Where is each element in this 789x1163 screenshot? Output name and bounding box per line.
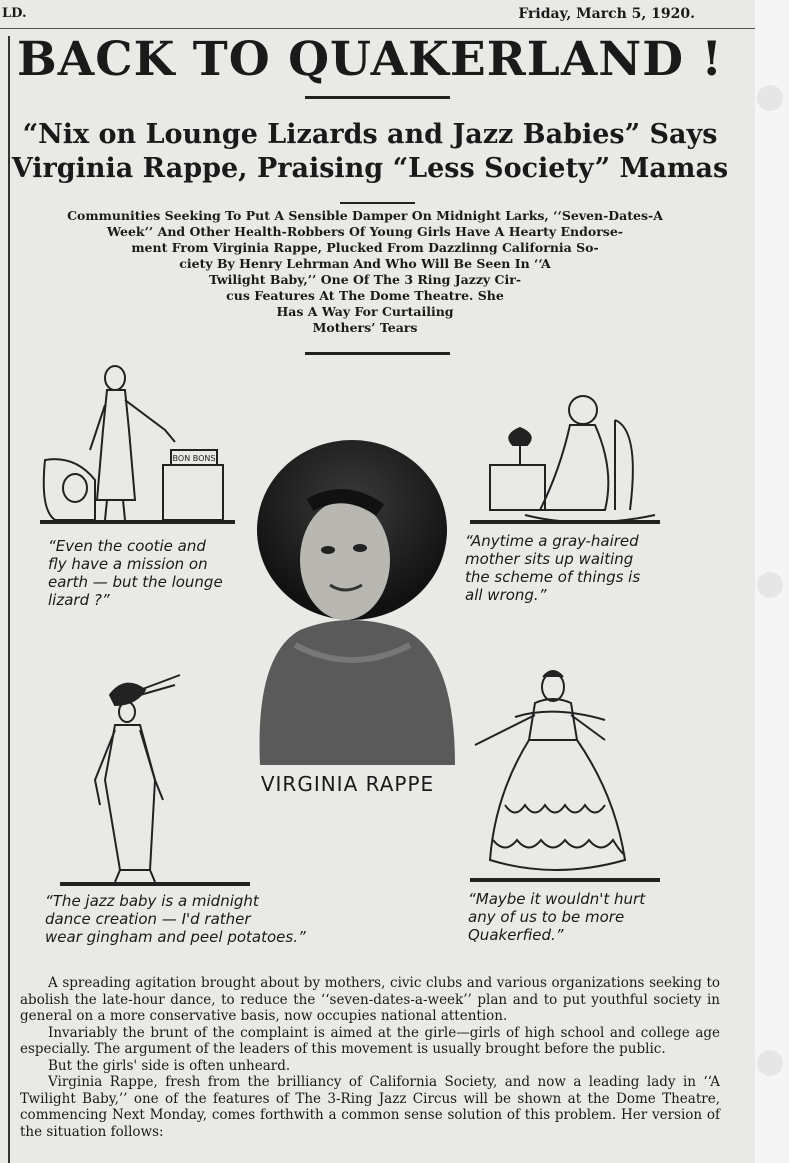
- punch-hole-mark: [757, 572, 783, 598]
- column-rule: [8, 36, 10, 1163]
- caption-line: “Even the cootie and: [48, 537, 206, 555]
- waiting-mother-cartoon: [465, 390, 665, 535]
- body-paragraph: But the girls' side is often unheard.: [48, 1057, 291, 1074]
- subhead-line-1: “Nix on Lounge Lizards and Jazz Babies” Says: [22, 119, 718, 150]
- body-paragraph: Invariably the brunt of the complaint is aimed at the girle—girls of high school and college age especially. The argument of the leaders of this movement is usually brought before the public.: [20, 1024, 720, 1057]
- masthead-bar: [0, 0, 755, 29]
- caption-line: “Anytime a gray-haired: [465, 532, 639, 550]
- deck-line: cus Features At The Dome Theatre. She: [226, 288, 504, 303]
- body-paragraph: A spreading agitation brought about by mothers, civic clubs and various organizations seeking to abolish the late-hour dance, to reduce the ‘‘seven-dates-a-week’’ plan and to put youthful society in general on a more conservative basis, now occupies national attention.: [20, 975, 720, 1024]
- lounge-lizard-cartoon: [35, 360, 245, 535]
- jazz-baby-cartoon: [55, 670, 255, 895]
- caption-line: lizard ?”: [48, 591, 110, 609]
- caption-line: Quakerfied.”: [468, 926, 564, 944]
- deck-rule: [305, 352, 450, 355]
- deck-line: Communities Seeking To Put A Sensible Damper On Midnight Larks, ‘‘Seven-Dates-A: [67, 208, 663, 223]
- subhead-rule: [340, 202, 415, 204]
- photo-label: VIRGINIA RAPPE: [260, 772, 435, 796]
- body-paragraph: Virginia Rappe, fresh from the brilliancy of California Society, and now a leading lady in ‘‘A Twilight Baby,’’ one of the features of The 3-Ring Jazz Circus will be shown at the Dome Theatre, commencing Next Monday, comes forthwith a common sense solution of this problem. Her version of the situation follows:: [20, 1074, 720, 1140]
- lounge-lizard-caption: [48, 537, 248, 609]
- caption-line: dance creation — I'd rather: [45, 910, 251, 928]
- punch-hole-mark: [757, 85, 783, 111]
- scan-margin: [755, 0, 789, 1163]
- masthead-fragment: LD.: [2, 6, 27, 21]
- virginia-rappe-portrait: [240, 435, 465, 765]
- punch-hole-mark: [757, 1050, 783, 1076]
- caption-line: “Maybe it wouldn't hurt: [468, 890, 646, 908]
- caption-line: wear gingham and peel potatoes.”: [45, 928, 306, 946]
- deck-line: Mothers’ Tears: [312, 320, 418, 335]
- deck-line: Twilight Baby,’’ One Of The 3 Ring Jazzy Cir-: [208, 272, 522, 287]
- caption-line: fly have a mission on: [48, 555, 208, 573]
- subhead-line-2: Virginia Rappe, Praising “Less Society” Mamas: [11, 153, 729, 184]
- article-body: [20, 975, 720, 1140]
- deck-line: ment From Virginia Rappe, Plucked From Dazzlinng California So-: [131, 240, 599, 255]
- deck-line: Has A Way For Curtailing: [276, 304, 454, 319]
- caption-line: mother sits up waiting: [465, 550, 634, 568]
- caption-line: earth — but the lounge: [48, 573, 223, 591]
- jazz-baby-caption: [45, 892, 335, 946]
- caption-line: any of us to be more: [468, 908, 625, 926]
- bon-bons-sign: BON BONS: [172, 454, 216, 463]
- quakerfied-caption: [468, 890, 688, 944]
- deck-line: Week’’ And Other Health-Robbers Of Young Girls Have A Hearty Endorse-: [107, 224, 623, 239]
- headline: BACK TO QUAKERLAND !: [17, 32, 723, 87]
- mother-caption: [465, 532, 685, 604]
- headline-rule: [305, 96, 450, 99]
- caption-line: all wrong.”: [465, 586, 547, 604]
- subheadline: [0, 118, 740, 186]
- caption-line: the scheme of things is: [465, 568, 641, 586]
- quaker-girl-cartoon: [465, 665, 665, 890]
- deck: [20, 208, 710, 336]
- caption-line: “The jazz baby is a midnight: [45, 892, 259, 910]
- deck-line: ciety By Henry Lehrman And Who Will Be Seen In ‘‘A: [179, 256, 551, 271]
- issue-date: Friday, March 5, 1920.: [518, 6, 695, 22]
